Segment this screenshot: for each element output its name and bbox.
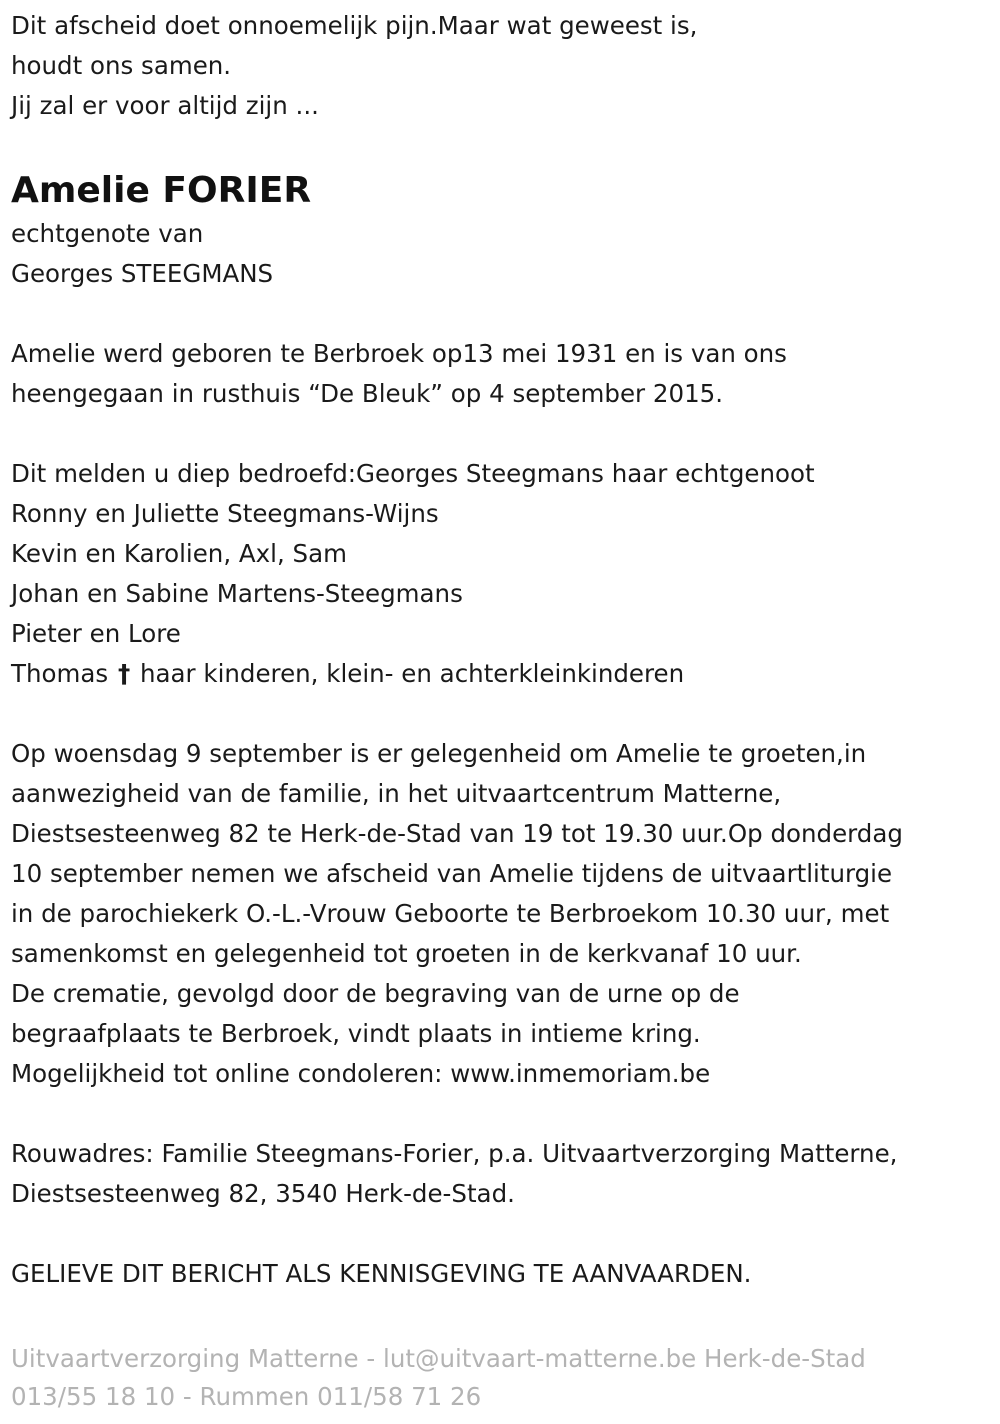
paragraph-line: samenkomst en gelegenheid tot groeten in de kerkvanaf 10 uur.	[11, 939, 802, 968]
paragraph-line: Op woensdag 9 september is er gelegenheid om Amelie te groeten,in	[11, 739, 867, 768]
family-line: Ronny en Juliette Steegmans-Wijns	[11, 499, 439, 528]
poem-line: houdt ons samen.	[11, 51, 232, 80]
family-line: Kevin en Karolien, Axl, Sam	[11, 539, 347, 568]
address-line: Rouwadres: Familie Steegmans-Forier, p.a. Uitvaartverzorging Matterne,	[11, 1139, 898, 1168]
family-line: Pieter en Lore	[11, 619, 181, 648]
relation-text: echtgenote van	[11, 219, 204, 248]
footer-line: Uitvaartverzorging Matterne - lut@uitvaart-matterne.be Herk-de-Stad	[11, 1344, 866, 1373]
cross-icon: †	[117, 659, 131, 688]
family-line-last	[11, 654, 1000, 694]
spacer	[11, 694, 1000, 734]
notice-text: GELIEVE DIT BERICHT ALS KENNISGEVING TE AANVAARDEN.	[11, 1259, 752, 1288]
spacer	[11, 1214, 1000, 1254]
spacer	[11, 1094, 1000, 1134]
family-closing-text: haar kinderen, klein- en achterkleinkinderen	[139, 659, 685, 688]
poem-line: Jij zal er voor altijd zijn ...	[11, 91, 319, 120]
deceased-name: Amelie FORIER	[11, 170, 312, 211]
ceremony-paragraph	[11, 734, 1000, 1094]
paragraph-line: begraafplaats te Berbroek, vindt plaats in intieme kring.	[11, 1019, 701, 1048]
family-line: Johan en Sabine Martens-Steegmans	[11, 579, 463, 608]
footer-line: 013/55 18 10 - Rummen 011/58 71 26	[11, 1382, 482, 1411]
paragraph-line: Amelie werd geboren te Berbroek op13 mei 1931 en is van ons	[11, 339, 787, 368]
paragraph-line: 10 september nemen we afscheid van Amelie tijdens de uitvaartliturgie	[11, 859, 893, 888]
family-member-thomas: Thomas	[11, 659, 109, 688]
family-list	[11, 454, 1000, 694]
spouse-name: Georges STEEGMANS	[11, 259, 274, 288]
poem	[11, 6, 1000, 126]
birth-death-paragraph	[11, 334, 1000, 414]
paragraph-line: Mogelijkheid tot online condoleren: www.inmemoriam.be	[11, 1059, 711, 1088]
spacer	[11, 414, 1000, 454]
address-line: Diestsesteenweg 82, 3540 Herk-de-Stad.	[11, 1179, 515, 1208]
funeral-home-footer	[11, 1340, 1000, 1416]
paragraph-line: in de parochiekerk O.-L.-Vrouw Geboorte te Berbroekom 10.30 uur, met	[11, 899, 890, 928]
paragraph-line: heengegaan in rusthuis “De Bleuk” op 4 september 2015.	[11, 379, 724, 408]
family-line: Dit melden u diep bedroefd:Georges Steegmans haar echtgenoot	[11, 459, 815, 488]
spacer	[11, 294, 1000, 334]
spacer	[11, 126, 1000, 166]
deceased-block	[11, 168, 1000, 294]
mourning-address	[11, 1134, 1000, 1214]
poem-line: Dit afscheid doet onnoemelijk pijn.Maar wat geweest is,	[11, 11, 698, 40]
paragraph-line: aanwezigheid van de familie, in het uitvaartcentrum Matterne,	[11, 779, 782, 808]
paragraph-line: De crematie, gevolgd door de begraving van de urne op de	[11, 979, 740, 1008]
spacer	[11, 1294, 1000, 1334]
paragraph-line: Diestsesteenweg 82 te Herk-de-Stad van 19 tot 19.30 uur.Op donderdag	[11, 819, 903, 848]
